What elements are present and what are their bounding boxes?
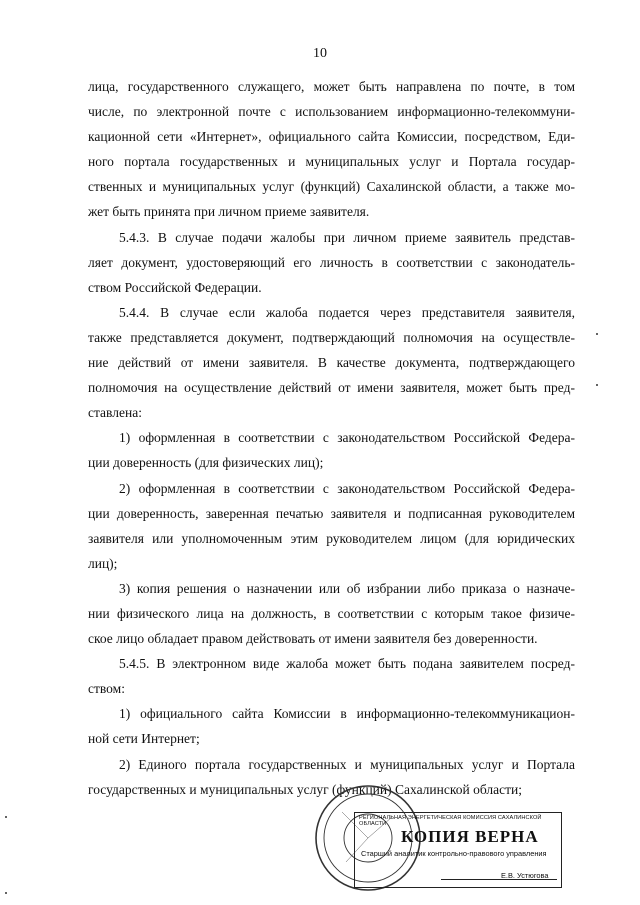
text-line: лица, государственного служащего, может быть направлена по почте, в том bbox=[88, 79, 575, 94]
text-line: заявителя или уполномоченным этим руководителем лицом (для юридических bbox=[88, 530, 575, 546]
paragraph-5-4-4 bbox=[88, 300, 575, 425]
text-line: ции доверенность, заверенная печатью заявителя и подписанная руководителем bbox=[88, 505, 575, 521]
text-line: 1) официального сайта Комиссии в информационно-телекоммуникацион- bbox=[119, 706, 575, 722]
list-item-2 bbox=[88, 476, 575, 576]
text-line: 1) оформленная в соответствии с законодательством Российской Федера- bbox=[119, 430, 575, 446]
paragraph-5-4-5 bbox=[88, 651, 575, 701]
text-line: ством: bbox=[88, 681, 125, 697]
text-line: также представляется документ, подтверждающий полномочия на осуществле- bbox=[88, 329, 575, 345]
text-line: полномочия на осуществление действий от имени заявителя, может быть пред- bbox=[88, 380, 575, 396]
scan-speck bbox=[596, 384, 598, 386]
text-line: ние действий от имени заявителя. В качестве документа, подтверждающего bbox=[88, 355, 575, 371]
scan-speck bbox=[596, 333, 598, 335]
paragraph bbox=[88, 74, 575, 225]
text-line: 2) Единого портала государственных и муниципальных услуг и Портала bbox=[119, 756, 575, 772]
stamp-position: Старший аналитик контрольно-правового управления bbox=[361, 849, 547, 858]
text-line: ское лицо обладает правом действовать от имени заявителя без доверенности. bbox=[88, 631, 538, 647]
document-body bbox=[88, 74, 575, 802]
text-line: кационной сети «Интернет», официального сайта Комиссии, посредством, Еди- bbox=[88, 129, 575, 145]
page-number: 10 bbox=[313, 46, 327, 61]
text-line: 5.4.5. В электронном виде жалоба может быть подана заявителем посред- bbox=[119, 656, 575, 672]
text-line: 2) оформленная в соответствии с законодательством Российской Федера- bbox=[119, 480, 575, 496]
text-line: 5.4.4. В случае если жалоба подается через представителя заявителя, bbox=[119, 304, 575, 320]
text-line: числе, по электронной почте с использованием информационно-телекоммуни- bbox=[88, 104, 575, 120]
text-line: 5.4.3. В случае подачи жалобы при личном приеме заявитель представ- bbox=[119, 229, 575, 245]
text-line: ного портала государственных и муниципальных услуг и Портала государ- bbox=[88, 154, 575, 170]
stamp-title: КОПИЯ ВЕРНА bbox=[401, 827, 539, 846]
certification-stamp bbox=[312, 782, 572, 892]
scan-speck bbox=[5, 892, 7, 894]
text-line: ственных и муниципальных услуг (функций) Сахалинской области, а также мо- bbox=[88, 179, 575, 195]
text-line: нии физического лица на должность, в соответствии с которым такое физиче- bbox=[88, 605, 575, 621]
list-item-e1 bbox=[88, 701, 575, 751]
stamp-org-line: РЕГИОНАЛЬНАЯ ЭНЕРГЕТИЧЕСКАЯ КОМИССИЯ САХАЛИНСКОЙ ОБЛАСТИ bbox=[359, 815, 542, 827]
text-line: ной сети Интернет; bbox=[88, 731, 200, 747]
scan-speck bbox=[5, 816, 7, 818]
paragraph-5-4-3 bbox=[88, 225, 575, 300]
text-line: жет быть принята при личном приеме заявителя. bbox=[88, 204, 370, 220]
stamp-frame bbox=[354, 812, 562, 888]
text-line: лиц); bbox=[88, 555, 118, 571]
text-line: 3) копия решения о назначении или об избрании либо приказа о назначе- bbox=[119, 580, 575, 596]
text-line: ляет документ, удостоверяющий его личность в соответствии с законодатель- bbox=[88, 254, 575, 270]
text-line: ции доверенность (для физических лиц); bbox=[88, 455, 324, 471]
text-line: государственных и муниципальных услуг (функций) Сахалинской области; bbox=[88, 781, 522, 797]
stamp-signer-name: Е.В. Устюгова bbox=[501, 871, 549, 880]
text-line: ством Российской Федерации. bbox=[88, 279, 262, 295]
list-item-1 bbox=[88, 425, 575, 475]
list-item-3 bbox=[88, 576, 575, 651]
text-line: ставлена: bbox=[88, 405, 142, 421]
